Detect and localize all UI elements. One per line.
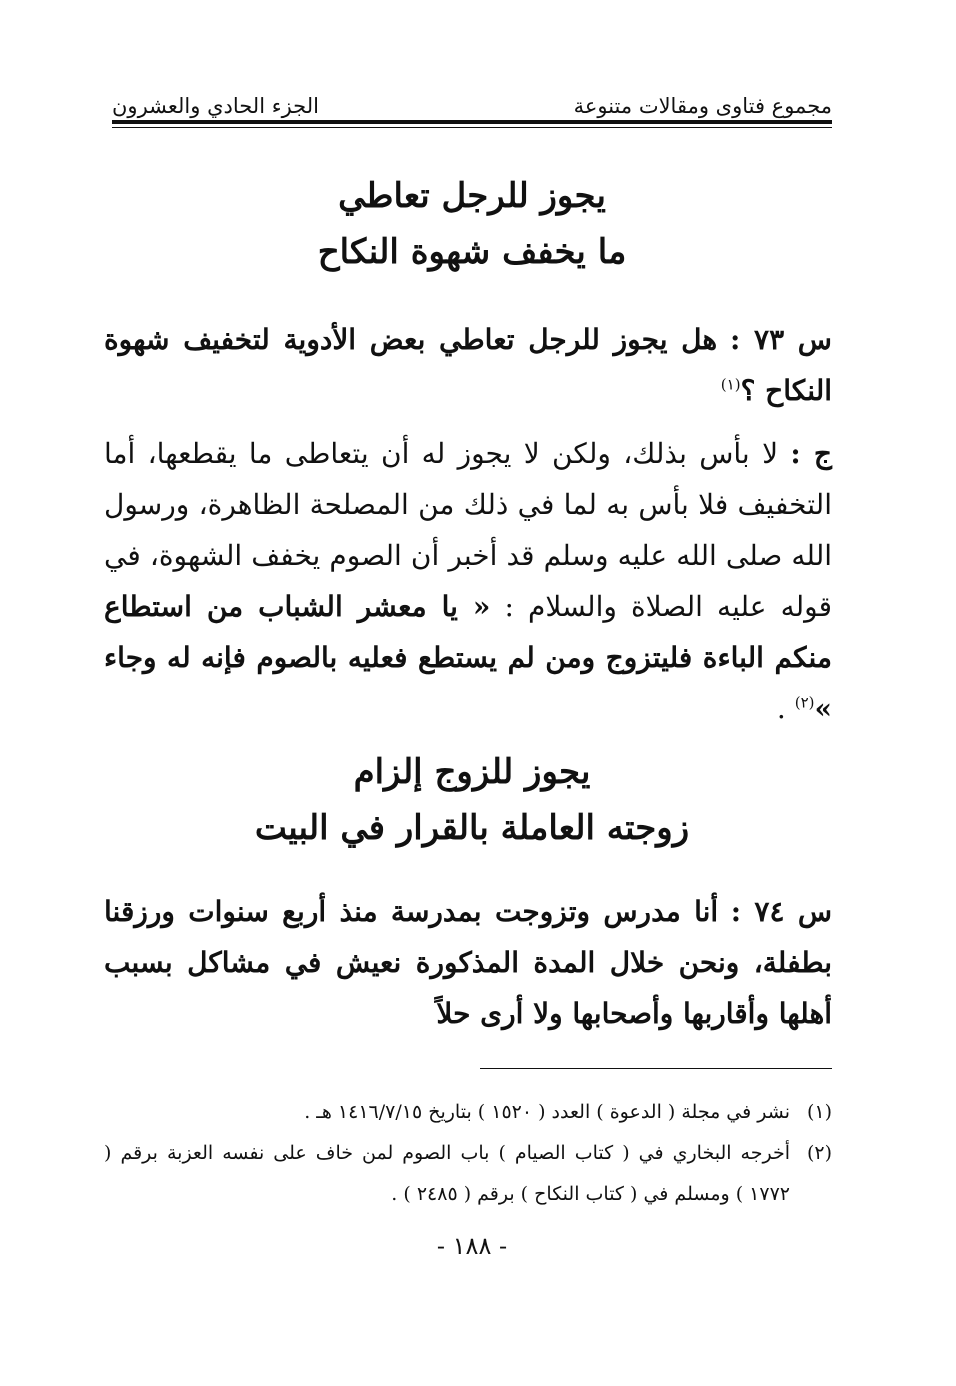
header-book-title: مجموع فتاوى ومقالات متنوعة — [573, 94, 832, 118]
question-text: أنا مدرس وتزوجت بمدرسة منذ أربع سنوات ورزقنا بطفلة، ونحن خلال المدة المذكورة نعيش في مشاكل بسبب أهلها وأقاربها وأصحابها ولا أرى حلاً — [104, 895, 832, 1030]
footnote — [104, 1092, 832, 1133]
answer-label: ج : — [790, 437, 832, 470]
footnote-text: أخرجه البخاري في ( كتاب الصيام ) باب الصوم لمن خاف على نفسه العزبة برقم ( ١٧٧٢ ) ومسلم في ( كتاب النكاح ) برقم ( ٢٤٨٥ ) . — [104, 1142, 790, 1205]
question-text: هل يجوز للرجل تعاطي بعض الأدوية لتخفيف شهوة النكاح ؟ — [104, 323, 832, 407]
footnote-ref: (٢) — [794, 693, 815, 712]
footnote-number: (٢) — [806, 1142, 832, 1164]
answer-end: . — [776, 692, 786, 725]
running-header — [112, 84, 832, 118]
footnote-number: (١) — [806, 1101, 832, 1123]
page-number: - ١٨٨ - — [436, 1232, 508, 1260]
hadith-quote: « يا معشر الشباب من استطاع منكم الباءة فليتزوج ومن لم يستطع فعليه بالصوم فإنه له وجاء » — [104, 590, 832, 725]
footnote-ref: (١) — [720, 375, 741, 394]
footnote-text: نشر في مجلة ( الدعوة ) العدد ( ١٥٢٠ ) بتاريخ ١٤١٦/٧/١٥ هـ . — [304, 1101, 790, 1123]
section-title-73 — [112, 168, 832, 280]
answer-text: لا بأس بذلك، ولكن لا يجوز له أن يتعاطى ما يقطعها، أما التخفيف فلا بأس به لما في ذلك من المصلحة الظاهرة، ورسول الله صلى الله عليه وسلم قد أخبر أن الصوم يخفف الشهوة، في قوله عليه الصلاة والسلام : — [104, 437, 832, 623]
title-line: ما يخفف شهوة النكاح — [317, 232, 627, 272]
footnotes — [104, 1092, 832, 1215]
footnote — [104, 1133, 832, 1215]
title-line: يجوز للزوج إلزام — [353, 752, 591, 792]
question-73 — [104, 314, 832, 416]
answer-73 — [104, 428, 832, 734]
question-74 — [104, 886, 832, 1039]
header-volume: الجزء الحادي والعشرون — [112, 94, 319, 118]
title-line: يجوز للرجل تعاطي — [338, 176, 606, 216]
footnote-separator — [480, 1068, 832, 1069]
title-line: زوجته العاملة بالقرار في البيت — [254, 808, 690, 848]
question-label: س ٧٤ : — [730, 895, 833, 928]
header-rule-thin — [112, 127, 832, 128]
question-label: س ٧٣ : — [730, 323, 832, 356]
header-rule-thick — [112, 120, 832, 124]
section-title-74 — [112, 744, 832, 856]
